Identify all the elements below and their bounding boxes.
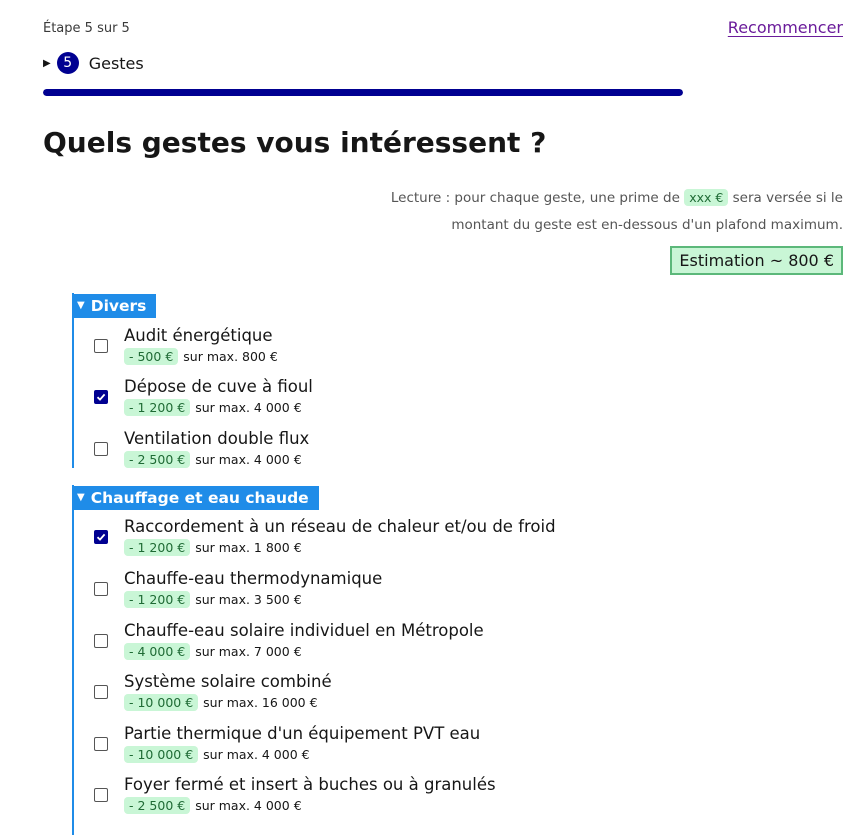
prime-amount-badge: - 10 000 € — [124, 746, 198, 763]
reading-suffix: sera versée si le montant du geste est en-dessous d'un plafond maximum. — [451, 190, 843, 233]
geste-item[interactable] — [94, 325, 278, 364]
geste-checkbox[interactable] — [94, 339, 108, 353]
geste-item[interactable] — [94, 516, 556, 555]
geste-title: Foyer fermé et insert à buches ou à granulés — [124, 775, 496, 794]
prime-amount-badge: - 2 500 € — [124, 797, 190, 814]
geste-details — [124, 644, 484, 659]
progress-bar-fill — [43, 89, 683, 96]
group-label: Divers — [90, 296, 147, 315]
max-amount: sur max. 4 000 € — [195, 452, 302, 467]
geste-checkbox[interactable] — [94, 530, 108, 544]
reading-note — [383, 184, 843, 239]
step-label: Étape 5 sur 5 — [43, 21, 130, 36]
geste-item[interactable] — [94, 620, 484, 659]
max-amount: sur max. 16 000 € — [203, 695, 318, 710]
geste-details — [124, 695, 332, 710]
prime-amount-badge: - 1 200 € — [124, 591, 190, 608]
geste-checkbox[interactable] — [94, 634, 108, 648]
geste-checkbox[interactable] — [94, 737, 108, 751]
geste-item[interactable] — [94, 568, 382, 607]
restart-link[interactable]: Recommencer — [727, 18, 843, 37]
group-header-chauffage[interactable] — [72, 486, 319, 510]
geste-title: Raccordement à un réseau de chaleur et/ou de froid — [124, 517, 556, 536]
geste-checkbox[interactable] — [94, 788, 108, 802]
geste-details — [124, 540, 556, 555]
geste-checkbox[interactable] — [94, 685, 108, 699]
geste-checkbox[interactable] — [94, 582, 108, 596]
geste-title: Dépose de cuve à fioul — [124, 377, 313, 396]
max-amount: sur max. 4 000 € — [203, 747, 310, 762]
geste-details — [124, 349, 278, 364]
progress-bar — [43, 89, 683, 96]
caret-down-icon: ▼ — [77, 300, 85, 311]
prime-amount-badge: - 10 000 € — [124, 694, 198, 711]
page-title: Quels gestes vous intéressent ? — [43, 126, 547, 159]
checkmark-icon — [96, 532, 106, 542]
geste-details — [124, 747, 480, 762]
geste-checkbox[interactable] — [94, 390, 108, 404]
prime-amount-badge: - 500 € — [124, 348, 178, 365]
group-divers — [72, 293, 313, 468]
geste-item[interactable] — [94, 774, 496, 813]
step-number-badge: 5 — [57, 52, 79, 74]
geste-title: Système solaire combiné — [124, 672, 332, 691]
geste-checkbox[interactable] — [94, 442, 108, 456]
caret-down-icon: ▼ — [77, 492, 85, 503]
geste-details — [124, 452, 309, 467]
max-amount: sur max. 3 500 € — [195, 592, 302, 607]
max-amount: sur max. 7 000 € — [195, 644, 302, 659]
geste-item[interactable] — [94, 376, 313, 415]
prime-amount-badge: - 1 200 € — [124, 539, 190, 556]
reading-amount-badge: xxx € — [684, 189, 728, 206]
group-chauffage — [72, 485, 556, 835]
geste-title: Partie thermique d'un équipement PVT eau — [124, 724, 481, 743]
checkmark-icon — [96, 392, 106, 402]
prime-amount-badge: - 1 200 € — [124, 399, 190, 416]
geste-title: Chauffe-eau thermodynamique — [124, 569, 383, 588]
geste-title: Chauffe-eau solaire individuel en Métropole — [124, 621, 484, 640]
max-amount: sur max. 4 000 € — [195, 400, 302, 415]
geste-details — [124, 798, 496, 813]
geste-item[interactable] — [94, 671, 332, 710]
estimate-box: Estimation ~ 800 € — [670, 246, 843, 275]
group-label: Chauffage et eau chaude — [90, 488, 309, 507]
geste-item[interactable] — [94, 428, 309, 467]
geste-details — [124, 400, 313, 415]
step-name: Gestes — [88, 53, 144, 73]
group-header-divers[interactable] — [72, 294, 156, 318]
expand-triangle-icon: ▶ — [43, 57, 51, 69]
geste-item[interactable] — [94, 723, 480, 762]
max-amount: sur max. 1 800 € — [195, 540, 302, 555]
geste-title: Ventilation double flux — [124, 429, 310, 448]
step-summary[interactable] — [43, 52, 144, 74]
reading-prefix: Lecture : pour chaque geste, une prime de — [390, 190, 680, 206]
geste-title: Audit énergétique — [124, 326, 273, 345]
prime-amount-badge: - 4 000 € — [124, 643, 190, 660]
prime-amount-badge: - 2 500 € — [124, 451, 190, 468]
geste-details — [124, 592, 382, 607]
max-amount: sur max. 800 € — [183, 349, 278, 364]
max-amount: sur max. 4 000 € — [195, 798, 302, 813]
